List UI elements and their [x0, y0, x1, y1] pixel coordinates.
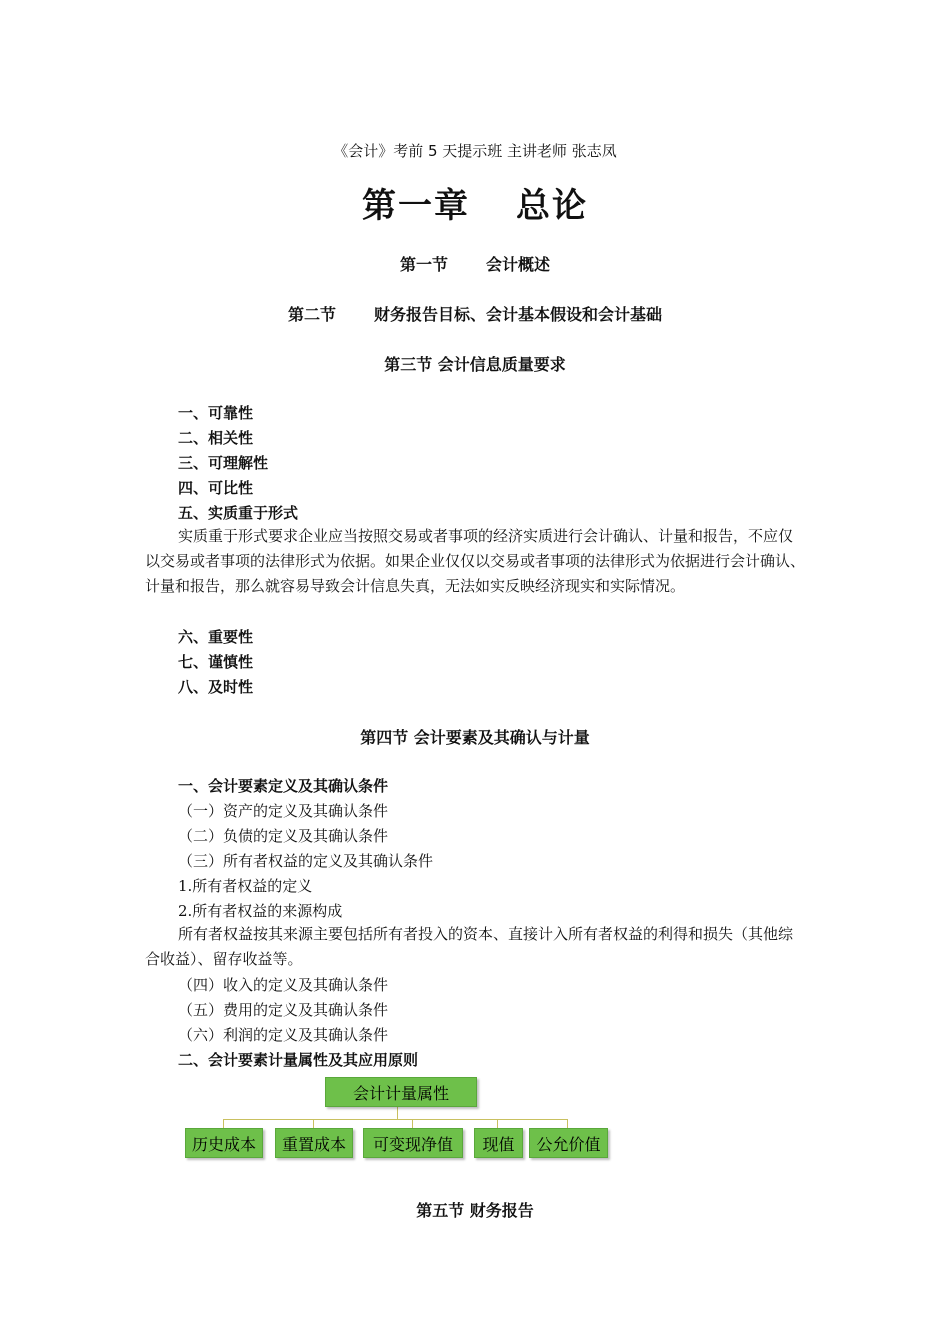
section-1-heading: [0, 252, 950, 275]
diagram-connector: [397, 1106, 398, 1119]
section-2-title: 财务报告目标、会计基本假设和会计基础: [374, 305, 663, 324]
elements-subheading: （一）资产的定义及其确认条件: [178, 802, 389, 820]
page-header: 《会计》考前 5 天提示班 主讲老师 张志凤: [333, 142, 617, 160]
diagram-connector: [223, 1119, 567, 1120]
elements-point: 2.所有者权益的来源构成: [178, 902, 343, 920]
diagram-connector: [567, 1119, 568, 1128]
section-3-heading: 第三节 会计信息质量要求: [384, 355, 566, 374]
quality-item: 二、相关性: [178, 429, 254, 447]
substance-over-form-paragraph: 实质重于形式要求企业应当按照交易或者事项的经济实质进行会计确认、计量和报告，不应仅以交易或者事项的法律形式为依据。如果企业仅仅以交易或者事项的法律形式为依据进行会计确认、计量和报告，那么就容易导致会计信息失真，无法如实反映经济现实和实际情况。: [145, 527, 806, 595]
section-5-heading: 第五节 财务报告: [416, 1201, 534, 1220]
elements-heading-1: 一、会计要素定义及其确认条件: [178, 777, 389, 795]
section-2-number: 第二节: [287, 305, 336, 324]
owners-equity-paragraph: 所有者权益按其来源主要包括所有者投入的资本、直接计入所有者权益的利得和损失（其他综合收益）、留存收益等。: [145, 925, 794, 968]
diagram-child-box: 公允价值: [529, 1128, 608, 1158]
diagram-connector: [223, 1119, 224, 1128]
quality-item: 三、可理解性: [178, 454, 269, 472]
diagram-root-box: 会计计量属性: [325, 1077, 477, 1107]
elements-subheading: （三）所有者权益的定义及其确认条件: [178, 852, 434, 870]
diagram-child-box: 历史成本: [185, 1128, 263, 1158]
diagram-child-box: 可变现净值: [363, 1128, 463, 1158]
chapter-title: [0, 178, 950, 227]
diagram-child-box: 现值: [474, 1128, 523, 1158]
quality-item: 六、重要性: [178, 628, 254, 646]
diagram-child-box: 重置成本: [275, 1128, 353, 1158]
elements-subheading: （四）收入的定义及其确认条件: [178, 976, 389, 994]
elements-subheading: （二）负债的定义及其确认条件: [178, 827, 389, 845]
elements-point: 1.所有者权益的定义: [178, 877, 313, 895]
measurement-attributes-diagram: [185, 1077, 610, 1159]
chapter-name: 总论: [516, 186, 588, 226]
section-2-heading: [0, 302, 950, 325]
elements-subheading: （六）利润的定义及其确认条件: [178, 1026, 389, 1044]
quality-item: 七、谨慎性: [178, 653, 254, 671]
elements-subheading: （五）费用的定义及其确认条件: [178, 1001, 389, 1019]
chapter-number: 第一章: [362, 186, 470, 226]
quality-item: 四、可比性: [178, 479, 254, 497]
diagram-connector: [313, 1119, 314, 1128]
section-1-title: 会计概述: [486, 255, 551, 274]
section-4-heading: 第四节 会计要素及其确认与计量: [360, 728, 590, 747]
quality-item: 五、实质重于形式: [178, 504, 299, 522]
diagram-connector: [497, 1119, 498, 1128]
section-1-number: 第一节: [399, 255, 448, 274]
quality-item: 八、及时性: [178, 678, 254, 696]
quality-item: 一、可靠性: [178, 404, 254, 422]
elements-heading-2: 二、会计要素计量属性及其应用原则: [178, 1051, 419, 1069]
diagram-connector: [412, 1119, 413, 1128]
